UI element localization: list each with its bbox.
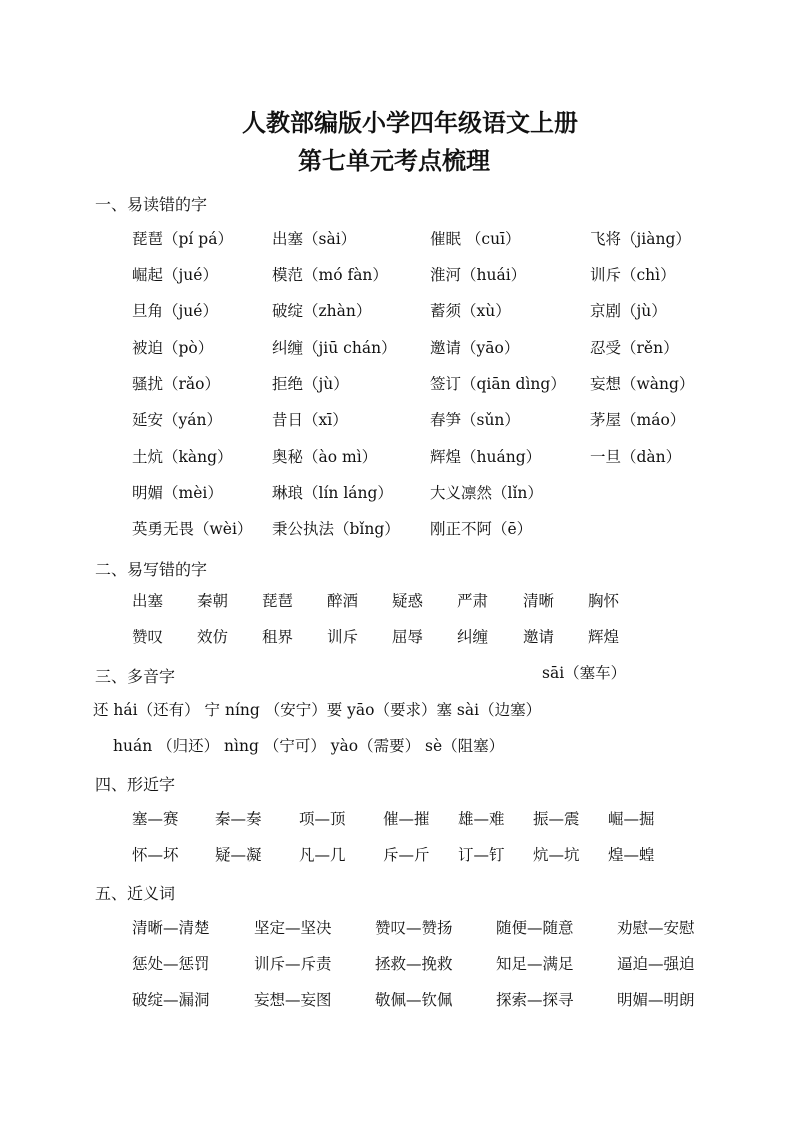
section5-item: 清晰—清楚 (132, 919, 210, 937)
section1-item: 刚正不阿（ē） (430, 520, 533, 538)
section1-item: 淮河（huái） (430, 266, 527, 284)
section4-item: 斥—斤 (383, 846, 430, 864)
section1-row (0, 264, 794, 286)
section1-row (0, 228, 794, 250)
section2-item: 秦朝 (197, 592, 229, 610)
section5-row (0, 953, 794, 975)
section1-item: 旦角（jué） (132, 302, 218, 320)
section1-item: 妄想（wàng） (590, 375, 695, 393)
section1-row (0, 518, 794, 540)
section1-item: 模范（mó fàn） (272, 266, 388, 284)
section2-item: 纠缠 (457, 628, 489, 646)
section4-item: 雄—难 (458, 810, 505, 828)
section3-line2: huán （归还） nìng （宁可） yào（需要） sè（阻塞） (113, 737, 505, 755)
section5-item: 随便—随意 (496, 919, 574, 937)
section1-item: 出塞（sài） (272, 230, 357, 248)
section4-item: 凡—几 (299, 846, 346, 864)
section5-item: 探索—探寻 (496, 991, 574, 1009)
section1-item: 催眠 （cuī） (430, 230, 521, 248)
section1-item: 邀请（yāo） (430, 339, 520, 357)
section5-item: 拯救—挽救 (375, 955, 453, 973)
section5-item: 敬佩—钦佩 (375, 991, 453, 1009)
section1-item: 训斥（chì） (590, 266, 676, 284)
section1-item: 忍受（rěn） (590, 339, 679, 357)
section5-item: 坚定—坚决 (254, 919, 332, 937)
section1-heading: 一、易读错的字 (95, 195, 208, 214)
section4-item: 订—钉 (458, 846, 505, 864)
section1-item: 秉公执法（bǐng） (272, 520, 400, 538)
section2-item: 疑惑 (392, 592, 424, 610)
section4-item: 振—震 (533, 810, 580, 828)
section4-heading: 四、形近字 (95, 775, 176, 794)
section5-item: 知足—满足 (496, 955, 574, 973)
section2-item: 屈辱 (392, 628, 424, 646)
section5-item: 逼迫—强迫 (617, 955, 695, 973)
section5-item: 妄想—妄图 (254, 991, 332, 1009)
section5-row (0, 917, 794, 939)
section5-item: 劝慰—安慰 (617, 919, 695, 937)
section1-item: 茅屋（máo） (590, 411, 686, 429)
section2-item: 效仿 (197, 628, 229, 646)
section1-item: 一旦（dàn） (590, 448, 682, 466)
section1-row (0, 409, 794, 431)
section1-row (0, 300, 794, 322)
section4-row (0, 808, 794, 830)
section2-item: 清晰 (523, 592, 555, 610)
section4-row (0, 844, 794, 866)
section3-heading-right: sāi（塞车） (542, 664, 627, 682)
section1-item: 纠缠（jiū chán） (272, 339, 397, 357)
section4-item: 崛—掘 (608, 810, 655, 828)
section4-item: 疑—凝 (215, 846, 262, 864)
section1-row (0, 482, 794, 504)
section1-item: 琳琅（lín láng） (272, 484, 393, 502)
section1-item: 琵琶（pí pá） (132, 230, 233, 248)
section2-item: 邀请 (523, 628, 555, 646)
section5-item: 惩处—惩罚 (132, 955, 210, 973)
section2-heading: 二、易写错的字 (95, 560, 208, 579)
section1-item: 明媚（mèi） (132, 484, 223, 502)
section1-item: 英勇无畏（wèi） (132, 520, 253, 538)
section4-item: 秦—奏 (215, 810, 262, 828)
section4-item: 怀—坏 (132, 846, 179, 864)
section2-item: 醉酒 (327, 592, 359, 610)
section3-heading: 三、多音字 (95, 667, 176, 686)
section5-item: 训斥—斥责 (254, 955, 332, 973)
section5-row (0, 989, 794, 1011)
section4-item: 项—顶 (299, 810, 346, 828)
section5-item: 赞叹—赞扬 (375, 919, 453, 937)
document-title-line2: 第七单元考点梳理 (298, 146, 490, 175)
section1-item: 拒绝（jù） (272, 375, 349, 393)
section3-line1: 还 hái（还有） 宁 níng （安宁）要 yāo（要求）塞 sài（边塞） (93, 701, 542, 719)
document-title-line1: 人教部编版小学四年级语文上册 (242, 108, 578, 137)
section1-item: 大义凛然（lǐn） (430, 484, 543, 502)
section2-item: 训斥 (327, 628, 359, 646)
section2-item: 胸怀 (588, 592, 620, 610)
section1-item: 延安（yán） (132, 411, 222, 429)
section1-item: 被迫（pò） (132, 339, 214, 357)
section1-item: 破绽（zhàn） (272, 302, 372, 320)
section5-item: 破绽—漏洞 (132, 991, 210, 1009)
section1-item: 土炕（kàng） (132, 448, 233, 466)
section2-row (0, 590, 794, 612)
section1-item: 春笋（sǔn） (430, 411, 520, 429)
section1-row (0, 373, 794, 395)
section1-item: 崛起（jué） (132, 266, 218, 284)
section2-item: 租界 (262, 628, 294, 646)
section1-item: 签订（qiān dìng） (430, 375, 566, 393)
section1-item: 蓄须（xù） (430, 302, 511, 320)
section1-row (0, 337, 794, 359)
section1-item: 昔日（xī） (272, 411, 348, 429)
section1-row (0, 446, 794, 468)
section2-item: 琵琶 (262, 592, 294, 610)
section2-item: 赞叹 (132, 628, 164, 646)
section1-item: 骚扰（rǎo） (132, 375, 220, 393)
section5-heading: 五、近义词 (95, 884, 176, 903)
section4-item: 炕—坑 (533, 846, 580, 864)
section4-item: 塞—赛 (132, 810, 179, 828)
section1-item: 奥秘（ào mì） (272, 448, 378, 466)
section1-item: 辉煌（huáng） (430, 448, 542, 466)
section1-item: 飞将（jiàng） (590, 230, 691, 248)
section2-item: 出塞 (132, 592, 164, 610)
section2-row (0, 626, 794, 648)
section2-item: 严肃 (457, 592, 489, 610)
section2-item: 辉煌 (588, 628, 620, 646)
section4-item: 煌—蝗 (608, 846, 655, 864)
section1-item: 京剧（jù） (590, 302, 667, 320)
section5-item: 明媚—明朗 (617, 991, 695, 1009)
section4-item: 催—摧 (383, 810, 430, 828)
